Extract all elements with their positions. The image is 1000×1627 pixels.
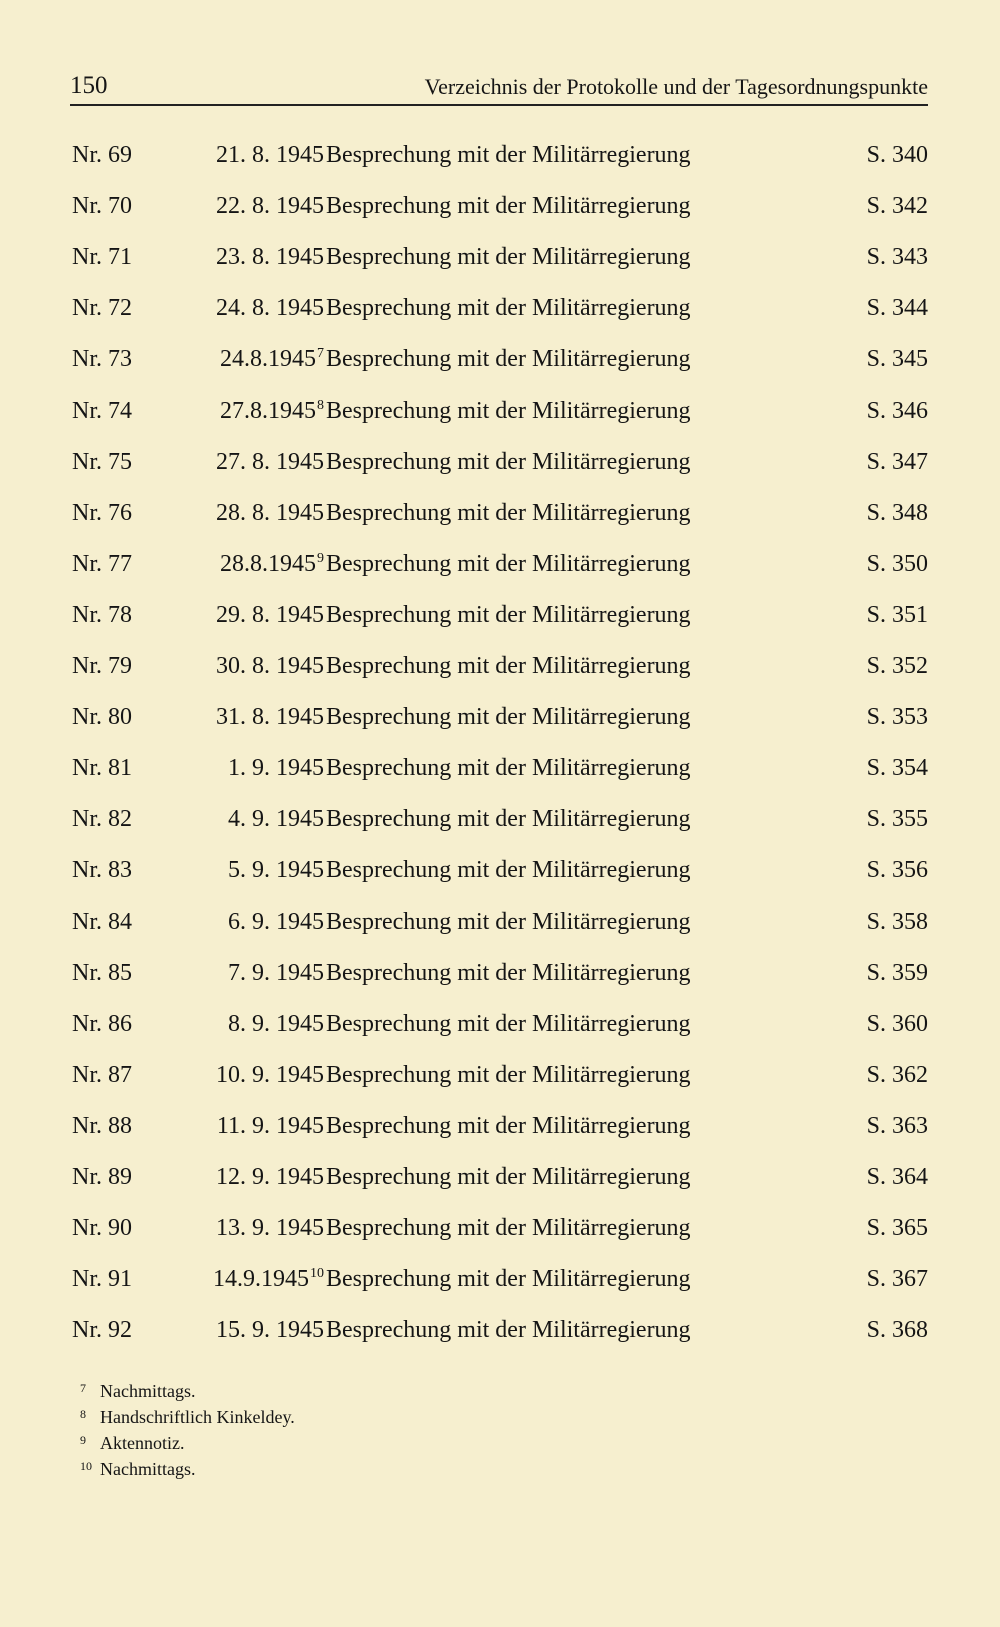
list-item: [0, 697, 1000, 737]
protocol-number: Nr. 81: [72, 755, 132, 782]
protocol-number: Nr. 78: [72, 601, 132, 628]
protocol-date: [216, 1055, 324, 1095]
protocol-page: S. 342: [866, 193, 928, 220]
protocol-page: S. 340: [866, 142, 928, 168]
protocol-date-text: 15. 9. 1945: [216, 1317, 324, 1344]
protocol-number: Nr. 74: [72, 397, 132, 424]
protocol-number: Nr. 70: [72, 193, 132, 220]
protocol-title: Besprechung mit der Militärregierung: [326, 397, 691, 424]
protocol-title: Besprechung mit der Militärregierung: [326, 346, 691, 373]
protocol-date: [228, 850, 324, 890]
protocol-title: Besprechung mit der Militärregierung: [326, 142, 691, 168]
protocol-date-text: 27. 8. 1945: [216, 448, 324, 475]
protocol-page: S. 365: [866, 1215, 928, 1242]
protocol-title: Besprechung mit der Militärregierung: [326, 193, 691, 220]
protocol-date-text: 31. 8. 1945: [216, 704, 324, 731]
protocol-page: S. 367: [866, 1266, 928, 1293]
protocol-date-text: 21. 8. 1945: [216, 142, 324, 168]
protocol-page: S. 359: [866, 959, 928, 986]
list-item: [0, 850, 1000, 890]
footnote-reference: 9: [317, 550, 324, 566]
list-item: [0, 339, 1000, 379]
protocol-number: Nr. 91: [72, 1266, 132, 1293]
protocol-date: [216, 1208, 324, 1248]
protocol-title: Besprechung mit der Militärregierung: [326, 1215, 691, 1242]
protocol-number: Nr. 84: [72, 908, 132, 935]
page-header: [70, 70, 928, 106]
list-item: [0, 493, 1000, 533]
protocol-page: S. 363: [866, 1112, 928, 1139]
protocol-page: S. 351: [866, 601, 928, 628]
protocol-date: [220, 391, 324, 431]
protocol-title: Besprechung mit der Militärregierung: [326, 1061, 691, 1088]
protocol-page: S. 348: [866, 499, 928, 526]
protocol-date-text: 8. 9. 1945: [228, 1010, 324, 1037]
list-item: [0, 1208, 1000, 1248]
protocol-title: Besprechung mit der Militärregierung: [326, 857, 691, 884]
list-item: [0, 1310, 1000, 1350]
protocol-number: Nr. 77: [72, 550, 132, 577]
protocol-date-text: 23. 8. 1945: [216, 244, 324, 271]
protocol-date: [228, 748, 324, 788]
footnote-mark: 10: [80, 1459, 92, 1473]
protocol-date: [216, 442, 324, 482]
protocol-title: Besprechung mit der Militärregierung: [326, 601, 691, 628]
protocol-title: Besprechung mit der Militärregierung: [326, 1164, 691, 1190]
footnotes: [80, 1378, 295, 1482]
protocol-number: Nr. 80: [72, 704, 132, 731]
protocol-date-text: 6. 9. 1945: [228, 908, 324, 935]
protocol-title: Besprechung mit der Militärregierung: [326, 806, 691, 833]
protocol-number: Nr. 71: [72, 244, 132, 271]
protocol-number: Nr. 88: [72, 1112, 132, 1139]
protocol-number: Nr. 79: [72, 653, 132, 679]
protocol-date-text: 29. 8. 1945: [216, 601, 324, 628]
protocol-date: [213, 1259, 324, 1299]
list-item: [0, 953, 1000, 993]
protocol-date-text: 13. 9. 1945: [216, 1215, 324, 1242]
list-item: [0, 595, 1000, 635]
protocol-date-text: 12. 9. 1945: [216, 1164, 324, 1190]
footnote-reference: 8: [317, 397, 324, 413]
footnote-reference: 7: [317, 346, 324, 362]
protocol-date: [216, 186, 324, 226]
protocol-date: [216, 1310, 324, 1350]
protocol-date-text: 14.9.1945: [213, 1266, 309, 1293]
list-item: [0, 1004, 1000, 1044]
protocol-page: S. 358: [866, 908, 928, 935]
list-item: [0, 288, 1000, 328]
footnote-text: Nachmittags.: [100, 1381, 196, 1401]
protocol-page: S. 352: [866, 653, 928, 679]
protocol-number: Nr. 73: [72, 346, 132, 373]
footnote: [80, 1456, 295, 1482]
protocol-date-text: 24. 8. 1945: [216, 295, 324, 322]
list-item: [0, 391, 1000, 431]
protocol-date-text: 11. 9. 1945: [216, 1112, 324, 1139]
protocol-date: [216, 237, 324, 277]
footnote-text: Nachmittags.: [100, 1459, 196, 1479]
list-item: [0, 799, 1000, 839]
protocol-date-text: 22. 8. 1945: [216, 193, 324, 220]
protocol-date-text: 1. 9. 1945: [228, 755, 324, 782]
protocol-page: S. 350: [866, 550, 928, 577]
footnote: [80, 1430, 295, 1456]
protocol-number: Nr. 69: [72, 142, 132, 168]
protocol-number: Nr. 89: [72, 1164, 132, 1190]
protocol-title: Besprechung mit der Militärregierung: [326, 499, 691, 526]
protocol-date-text: 5. 9. 1945: [228, 857, 324, 884]
protocol-title: Besprechung mit der Militärregierung: [326, 550, 691, 577]
protocol-number: Nr. 92: [72, 1317, 132, 1344]
protocol-date: [216, 697, 324, 737]
list-item: [0, 135, 1000, 175]
protocol-number: Nr. 75: [72, 448, 132, 475]
protocol-title: Besprechung mit der Militärregierung: [326, 704, 691, 731]
protocol-number: Nr. 72: [72, 295, 132, 322]
protocol-page: S. 364: [866, 1164, 928, 1190]
protocol-title: Besprechung mit der Militärregierung: [326, 653, 691, 679]
protocol-date: [228, 1004, 324, 1044]
protocol-date: [216, 595, 324, 635]
protocol-page: S. 345: [866, 346, 928, 373]
protocol-page: S. 356: [866, 857, 928, 884]
list-item: [0, 1157, 1000, 1197]
protocol-date: [216, 646, 324, 686]
list-item: [0, 186, 1000, 226]
protocol-number: Nr. 87: [72, 1061, 132, 1088]
protocol-date-text: 4. 9. 1945: [228, 806, 324, 833]
page-number: 150: [70, 72, 108, 99]
footnote: [80, 1404, 295, 1430]
protocol-date: [216, 135, 324, 175]
protocol-page: S. 368: [866, 1317, 928, 1344]
protocol-title: Besprechung mit der Militärregierung: [326, 959, 691, 986]
protocol-date-text: 30. 8. 1945: [216, 653, 324, 679]
protocol-date: [220, 544, 324, 584]
protocol-title: Besprechung mit der Militärregierung: [326, 1010, 691, 1037]
protocol-page: S. 354: [866, 755, 928, 782]
footnote-text: Aktennotiz.: [100, 1433, 185, 1453]
protocol-number: Nr. 76: [72, 499, 132, 526]
protocol-date-text: 10. 9. 1945: [216, 1061, 324, 1088]
protocol-date-text: 27.8.1945: [220, 397, 316, 424]
list-item: [0, 1106, 1000, 1146]
protocol-date: [228, 902, 324, 942]
protocol-date: [216, 1157, 324, 1197]
protocol-number: Nr. 86: [72, 1010, 132, 1037]
protocol-date-text: 24.8.1945: [220, 346, 316, 373]
footnote: [80, 1378, 295, 1404]
protocol-date-text: 7. 9. 1945: [228, 959, 324, 986]
protocol-page: S. 362: [866, 1061, 928, 1088]
protocol-page: S. 347: [866, 448, 928, 475]
protocol-title: Besprechung mit der Militärregierung: [326, 1266, 691, 1293]
list-item: [0, 748, 1000, 788]
list-item: [0, 237, 1000, 277]
protocol-page: S. 360: [866, 1010, 928, 1037]
protocol-number: Nr. 82: [72, 806, 132, 833]
protocol-page: S. 355: [866, 806, 928, 833]
protocol-date: [217, 1106, 324, 1146]
protocol-number: Nr. 85: [72, 959, 132, 986]
protocol-title: Besprechung mit der Militärregierung: [326, 1112, 691, 1139]
list-item: [0, 902, 1000, 942]
protocol-number: Nr. 90: [72, 1215, 132, 1242]
protocol-date: [216, 288, 324, 328]
list-item: [0, 1259, 1000, 1299]
protocol-date: [216, 493, 324, 533]
protocol-date: [228, 953, 324, 993]
footnote-text: Handschriftlich Kinkeldey.: [100, 1407, 295, 1427]
protocol-title: Besprechung mit der Militärregierung: [326, 244, 691, 271]
protocol-title: Besprechung mit der Militärregierung: [326, 755, 691, 782]
list-item: [0, 442, 1000, 482]
protocol-number: Nr. 83: [72, 857, 132, 884]
protocol-date: [228, 799, 324, 839]
protocol-page: S. 343: [866, 244, 928, 271]
list-item: [0, 646, 1000, 686]
protocol-date-text: 28. 8. 1945: [216, 499, 324, 526]
list-item: [0, 1055, 1000, 1095]
protocol-title: Besprechung mit der Militärregierung: [326, 295, 691, 322]
protocol-page: S. 353: [866, 704, 928, 731]
protocol-page: S. 344: [866, 295, 928, 322]
protocol-date-text: 28.8.1945: [220, 550, 316, 577]
protocol-date: [220, 339, 324, 379]
list-item: [0, 544, 1000, 584]
protocol-title: Besprechung mit der Militärregierung: [326, 908, 691, 935]
protocol-title: Besprechung mit der Militärregierung: [326, 1317, 691, 1344]
footnote-mark: 7: [80, 1381, 86, 1395]
footnote-mark: 9: [80, 1433, 86, 1447]
protocol-page: S. 346: [866, 397, 928, 424]
footnote-mark: 8: [80, 1407, 86, 1421]
protocol-title: Besprechung mit der Militärregierung: [326, 448, 691, 475]
running-head: Verzeichnis der Protokolle und der Tagesordnungspunkte: [424, 74, 928, 99]
footnote-reference: 10: [310, 1266, 324, 1282]
